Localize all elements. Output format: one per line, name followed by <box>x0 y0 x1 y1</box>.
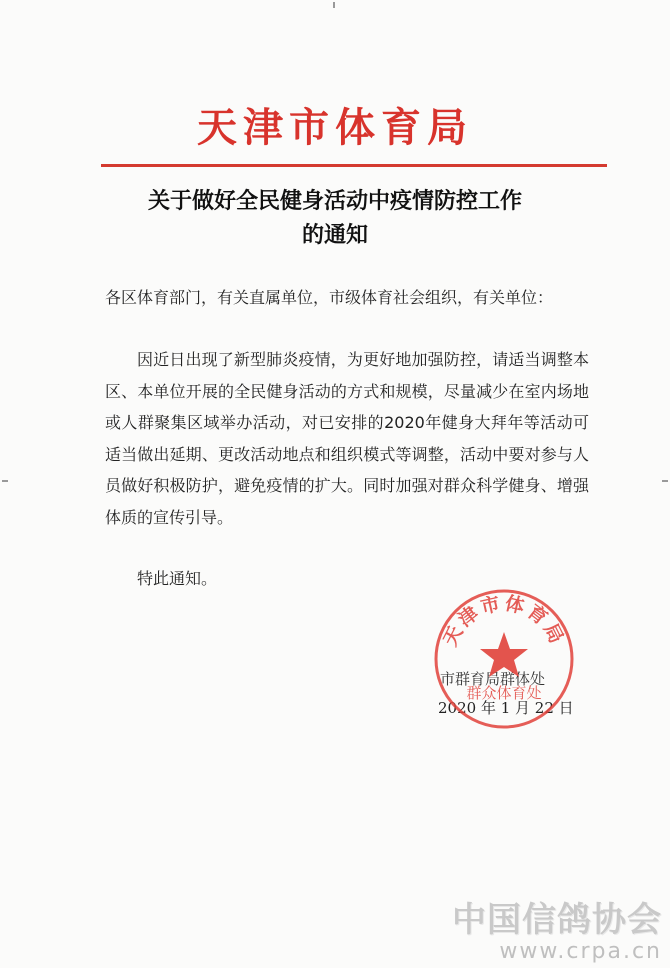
scan-mark <box>662 480 668 482</box>
letterhead-org-name: 天津市体育局 <box>197 104 473 151</box>
letterhead-red-rule <box>101 164 607 167</box>
site-watermark <box>452 892 662 964</box>
official-seal <box>431 586 577 732</box>
addressee: 各区体育部门，有关直属单位，市级体育社会组织，有关单位： <box>105 288 554 307</box>
issuer-name: 市群育局群体处 <box>440 670 546 688</box>
document-title <box>0 184 670 252</box>
watermark-brand: 中国信鸽协会 <box>452 900 662 940</box>
closing-line: 特此通知。 <box>137 569 218 588</box>
body-paragraph: 因近日出现了新型肺炎疫情，为更好地加强防控，请适当调整本区、本单位开展的全民健身活动的方式和规模，尽量减少在室内场地或人群聚集区域举办活动，对已安排的2020年健身大拜年等活动可适当做出延期、更改活动地点和组织模式等调整，活动中要对参与人员做好积极防护，避免疫情的扩大。同时加强对群众科学健身、增强体质的宣传引导。 <box>105 350 589 527</box>
seal-outer-text: 天津市体育局 <box>439 592 569 650</box>
issue-date: 2020 年 1 月 22 日 <box>438 699 574 717</box>
scan-mark <box>333 2 335 8</box>
watermark-url: www.crpa.cn <box>499 939 662 964</box>
seal-star-icon <box>480 632 528 677</box>
seal-inner-text: 群众体育处 <box>466 684 542 702</box>
scan-mark <box>2 480 8 482</box>
document-title-line-1: 关于做好全民健身活动中疫情防控工作 <box>147 188 522 214</box>
document-title-line-2: 的通知 <box>301 222 368 248</box>
